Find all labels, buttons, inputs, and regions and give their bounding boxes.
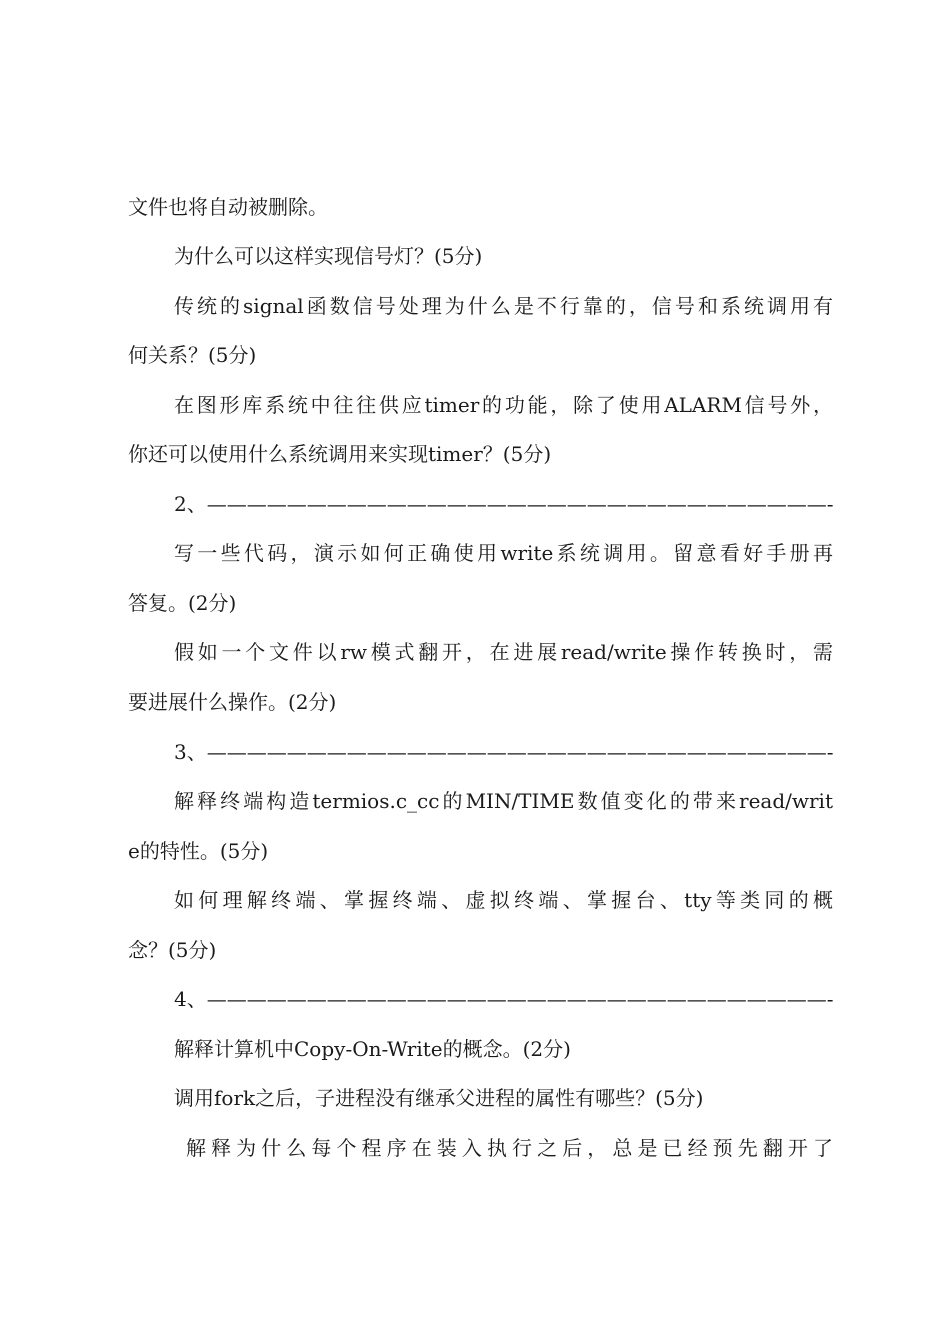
question-text: 要进展什么操作。(2分) — [128, 690, 337, 714]
question-text: 传统的signal函数信号处理为什么是不行靠的，信号和系统调用有 — [174, 294, 833, 318]
section-divider: 4、———————————————————————————————- — [174, 987, 834, 1011]
question-text: 你还可以使用什么系统调用来实现timer？(5分) — [128, 442, 552, 466]
question-text: 为什么可以这样实现信号灯？(5分) — [174, 244, 483, 268]
section-divider: 2、———————————————————————————————- — [174, 492, 834, 516]
question-text: 如何理解终端、掌握终端、虚拟终端、掌握台、tty等类同的概 — [174, 888, 833, 912]
section-divider: 3、———————————————————————————————- — [174, 740, 834, 764]
question-text: 假如一个文件以rw模式翻开，在进展read/write操作转换时，需 — [174, 640, 833, 664]
question-text: 解释为什么每个程序在装入执行之后，总是已经预先翻开了 — [186, 1136, 833, 1160]
question-text: 调用fork之后，子进程没有继承父进程的属性有哪些？(5分) — [174, 1086, 704, 1110]
question-text: 写一些代码，演示如何正确使用write系统调用。留意看好手册再 — [174, 541, 833, 565]
question-text: 念？(5分) — [128, 938, 217, 962]
question-text: 解释终端构造termios.c_cc的MIN/TIME数值变化的带来read/writ — [174, 789, 833, 813]
question-text: 何关系？(5分) — [128, 343, 257, 367]
question-text: 在图形库系统中往往供应timer的功能，除了使用ALARM信号外， — [174, 393, 833, 417]
question-text: 答复。(2分) — [128, 591, 237, 615]
question-text: e的特性。(5分) — [128, 839, 269, 863]
text-line: 文件也将自动被删除。 — [128, 195, 328, 219]
question-text: 解释计算机中Copy-On-Write的概念。(2分) — [174, 1037, 571, 1061]
